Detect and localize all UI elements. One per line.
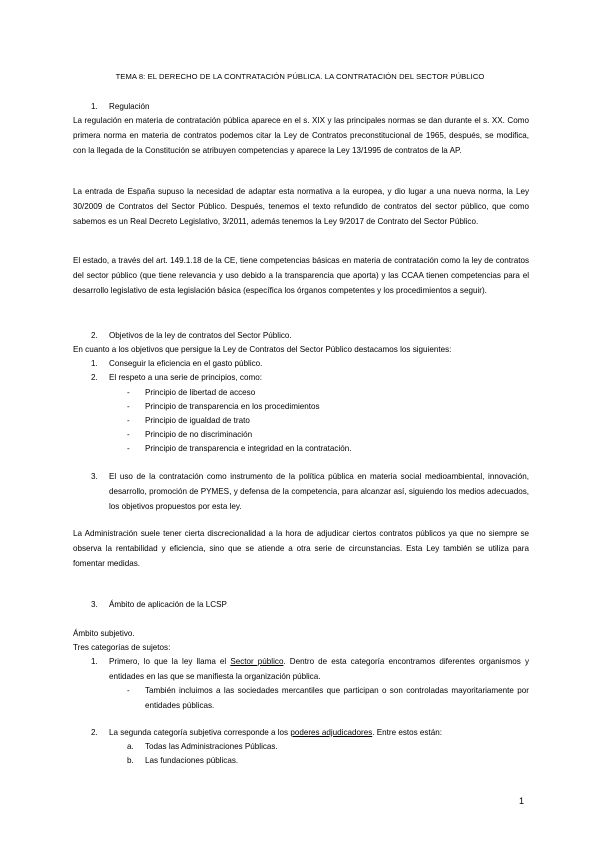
category-2-text-b: . Entre estos están: xyxy=(372,728,442,737)
principle-dash: - xyxy=(127,416,130,425)
poderes-adjudicadores-term: poderes adjudicadores xyxy=(290,728,373,737)
section-2-heading: Objetivos de la ley de contratos del Sector Público. xyxy=(109,331,292,340)
category-2-item-a: Todas las Administraciones Públicas. xyxy=(145,742,278,751)
principle-dash: - xyxy=(127,444,130,453)
objective-3-number: 3. xyxy=(91,472,98,481)
section-1-paragraph-2: La entrada de España supuso la necesidad de adaptar esta normativa a la europea, y dio lugar a una nueva norma, la Ley 30/2009 de Contratos del Sector Público. Después, tenemos el texto refundido de contratos del sector público, que como sabemos es un Real Decreto Legislativo, 3/2011, además tenemos la Ley 9/2017 de Contrato del Sector Público. xyxy=(73,187,529,227)
category-2-item-b: Las fundaciones públicas. xyxy=(145,756,239,765)
objective-2-text: El respeto a una serie de principios, como: xyxy=(109,373,262,382)
section-3-number: 3. xyxy=(91,600,98,609)
principle-dash: - xyxy=(127,430,130,439)
objective-3-text: El uso de la contratación como instrumento de la política pública en materia social medioambiental, innovación, desarrollo, promoción de PYMES, y defensa de la competencia, para alcanzar así, siguiendo los medios adecuados, los objetivos propuestos por esta ley. xyxy=(109,472,529,512)
principle-item: Principio de transparencia e integridad en la contratación. xyxy=(145,444,352,453)
section-2-intro: En cuanto a los objetivos que persigue la Ley de Contratos del Sector Público destacamos los siguientes: xyxy=(73,345,452,354)
page-number: 1 xyxy=(519,796,525,806)
objective-1-text: Conseguir la eficiencia en el gasto público. xyxy=(109,359,263,368)
principle-dash: - xyxy=(127,388,130,397)
category-1-text xyxy=(109,654,529,684)
section-2-admin-paragraph: La Administración suele tener cierta discrecionalidad a la hora de adjudicar ciertos contratos públicos ya que no siempre se observa la rentabilidad y eficiencia, sino que se atiende a otra serie de circunstancias. Esta Ley también se utiliza para fomentar medidas. xyxy=(73,529,529,569)
document-title: TEMA 8: EL DERECHO DE LA CONTRATACIÓN PÚBLICA. LA CONTRATACIÓN DEL SECTOR PÚBLICO xyxy=(115,72,485,81)
section-1-number: 1. xyxy=(91,102,98,111)
category-1-dash: - xyxy=(127,686,130,695)
category-1-text-a: Primero, lo que la ley llama el xyxy=(109,657,231,666)
section-1-heading: Regulación xyxy=(109,102,150,111)
category-2-item-b-label: b. xyxy=(127,756,134,765)
principle-item: Principio de igualdad de trato xyxy=(145,416,250,425)
section-1-paragraph-1: La regulación en materia de contratación pública aparece en el s. XIX y las principales normas se dan durante el s. XX. Como primera norma en materia de contratos podemos citar la Ley de Contratos preconstitucional de 1965, después, se modifica, con la llegada de la Constitución se atribuyen competencias y aparece la Ley 13/1995 de contratos de la AP. xyxy=(73,116,529,156)
sector-publico-term: Sector público xyxy=(230,657,284,666)
subsection-heading: Ámbito subjetivo. xyxy=(73,629,135,638)
principle-item: Principio de no discriminación xyxy=(145,430,253,439)
category-1-text-b: . Dentro de esta categoría encontramos diferentes organismos y entidades en las que se manifiesta la organización pública. xyxy=(109,657,529,682)
category-1-number: 1. xyxy=(91,657,98,666)
category-2-number: 2. xyxy=(91,728,98,737)
category-1-subitem: También incluimos a las sociedades mercantiles que participan o son controladas mayoritariamente por entidades públicas. xyxy=(145,686,529,711)
objective-2-number: 2. xyxy=(91,373,98,382)
section-2-number: 2. xyxy=(91,331,98,340)
objective-1-number: 1. xyxy=(91,359,98,368)
principle-dash: - xyxy=(127,402,130,411)
category-2-text xyxy=(109,725,442,740)
section-3-heading: Ámbito de aplicación de la LCSP xyxy=(109,600,227,609)
principle-item: Principio de transparencia en los procedimientos xyxy=(145,402,320,411)
categories-intro: Tres categorías de sujetos: xyxy=(73,643,171,652)
category-2-text-a: La segunda categoría subjetiva corresponde a los xyxy=(109,728,291,737)
principle-item: Principio de libertad de acceso xyxy=(145,388,256,397)
category-2-item-a-label: a. xyxy=(127,742,134,751)
section-1-paragraph-3: El estado, a través del art. 149.1.18 de la CE, tiene competencias básicas en materia de contratación como la ley de contratos del sector público (que tiene relevancia y uso debido a la transparencia que aporta) y las CCAA tienen competencias para el desarrollo legislativo de esta legislación básica (específica los órganos competentes y los procedimientos a seguir). xyxy=(73,256,529,296)
